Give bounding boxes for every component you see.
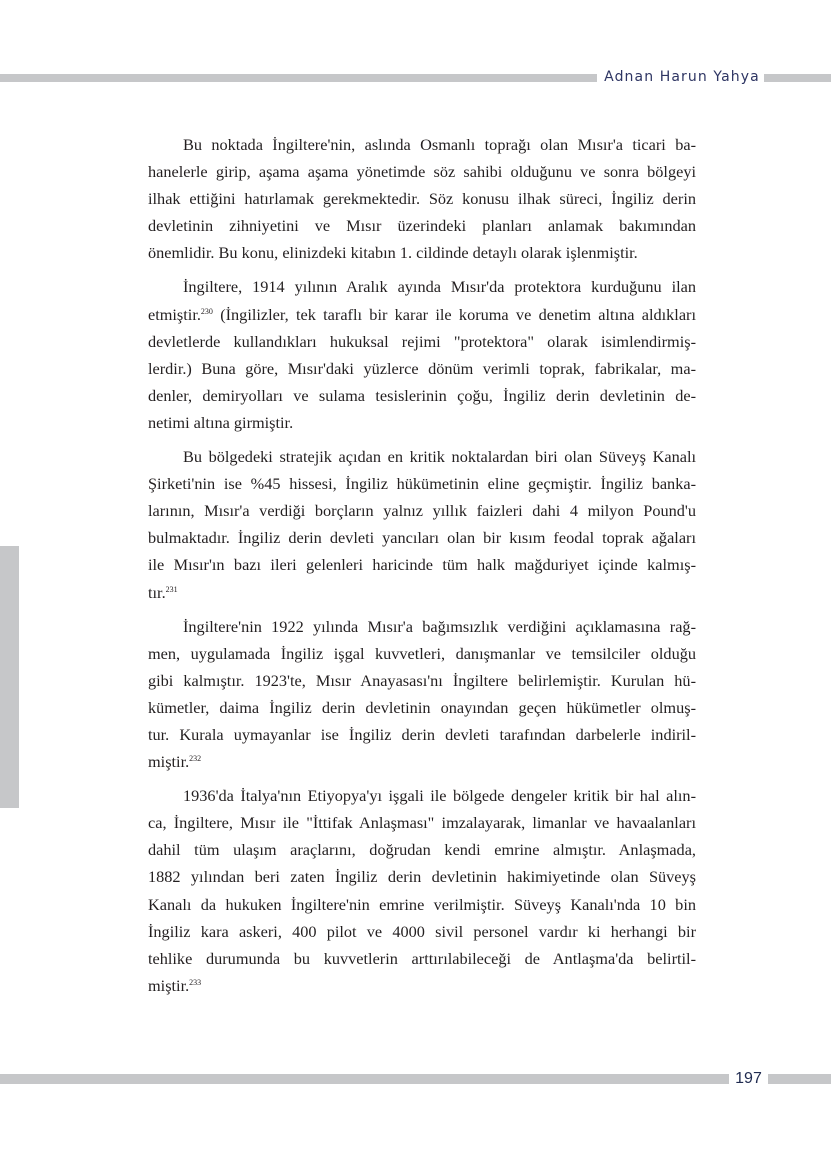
text-line: dahil tüm ulaşım araçlarını, doğrudan kendi emrine almıştır. Anlaşmada, bbox=[148, 840, 696, 860]
paragraph bbox=[148, 613, 696, 776]
text-line: devletlerde kullandıkları hukuksal rejimi "protektora" olarak isimlendirmiş- bbox=[148, 331, 696, 351]
text-line: 1882 yılından beri zaten İngiliz derin devletinin hakimiyetinde olan Süveyş bbox=[148, 867, 696, 887]
header-rule-left bbox=[0, 74, 597, 82]
text-line: hanelerle girip, aşama aşama yönetimde söz sahibi olduğunu ve sonra bölgeyi bbox=[148, 162, 696, 182]
running-header-author: Adnan Harun Yahya bbox=[604, 69, 760, 85]
text-line: gibi kalmıştır. 1923'te, Mısır Anayasası'nı İngiltere belirlemiştir. Kurulan hü- bbox=[148, 670, 696, 690]
text-line-with-footnote bbox=[148, 972, 696, 999]
text-fragment: (İngilizler, tek taraflı bir karar ile koruma ve denetim altına aldıkları bbox=[220, 304, 696, 324]
text-line: ilhak ettiğini hatırlamak gerekmektedir. Söz konusu ilhak süreci, İngiliz derin bbox=[148, 189, 696, 209]
footnote-ref[interactable]: 230 bbox=[200, 306, 213, 316]
text-fragment: tır. bbox=[148, 582, 166, 602]
text-line: İngiltere, 1914 yılının Aralık ayında Mısır'da protektora kurduğunu ilan bbox=[183, 277, 696, 297]
text-line: Bu noktada İngiltere'nin, aslında Osmanlı toprağı olan Mısır'a ticari ba- bbox=[183, 135, 696, 154]
text-line: devletinin zihniyetini ve Mısır üzerindeki planları anlamak bakımından bbox=[148, 216, 696, 236]
text-line: men, uygulamada İngiliz işgal kuvvetleri, danışmanlar ve temsilciler olduğu bbox=[148, 643, 696, 663]
text-line: netimi altına girmiştir. bbox=[148, 412, 294, 432]
text-fragment: etmiştir. bbox=[148, 304, 201, 324]
paragraph bbox=[148, 443, 696, 606]
text-line: önemlidir. Bu konu, elinizdeki kitabın 1. cildinde detaylı olarak işlenmiştir. bbox=[148, 243, 638, 263]
text-line: İngiliz kara askeri, 400 pilot ve 4000 sivil personel vardır ki herhangi bir bbox=[148, 921, 696, 941]
text-line: Şirketi'nin ise %45 hissesi, İngiliz hükümetinin eline geçmiştir. İngiliz banka- bbox=[148, 474, 696, 494]
footnote-ref[interactable]: 231 bbox=[165, 584, 178, 594]
text-line: bulmaktadır. İngiliz derin devleti yancıları olan bir kısım feodal toprak ağaları bbox=[148, 528, 696, 548]
text-line: tur. Kurala uymayanlar ise İngiliz derin devleti tarafından darbelerle indiril- bbox=[148, 724, 696, 744]
footer-rule-left bbox=[0, 1074, 729, 1084]
text-line-with-footnote bbox=[148, 301, 696, 328]
footnote-ref[interactable]: 233 bbox=[189, 977, 202, 987]
text-line: 1936'da İtalya'nın Etiyopya'yı işgali ile bölgede dengeler kritik bir hal alın- bbox=[183, 786, 696, 806]
text-line: lerdir.) Buna göre, Mısır'daki yüzlerce dönüm verimli toprak, fabrikalar, ma- bbox=[148, 358, 696, 378]
text-line: İngiltere'nin 1922 yılında Mısır'a bağımsızlık verdiğini açıklamasına rağ- bbox=[183, 616, 696, 636]
paragraph bbox=[148, 131, 696, 266]
text-line: larının, Mısır'a verdiği borçların yalnız yıllık faizleri dahi 4 milyon Pound'u bbox=[148, 501, 696, 521]
header-rule-right bbox=[764, 74, 831, 82]
text-line: kümetler, daima İngiliz derin devletinin onayından geçen hükümetler olmuş- bbox=[148, 697, 696, 717]
body-text bbox=[148, 131, 696, 1006]
text-line: ile Mısır'ın bazı ileri gelenleri haricinde tüm halk mağduriyet içinde kalmış- bbox=[148, 555, 696, 575]
footnote-ref[interactable]: 232 bbox=[189, 754, 202, 764]
text-fragment: miştir. bbox=[148, 975, 190, 995]
text-line: Kanalı da hukuken İngiltere'nin emrine verilmiştir. Süveyş Kanalı'nda 10 bin bbox=[148, 894, 696, 914]
text-line: Bu bölgedeki stratejik açıdan en kritik noktalardan biri olan Süveyş Kanalı bbox=[183, 447, 696, 467]
side-thumb-tab bbox=[0, 546, 19, 808]
paragraph bbox=[148, 782, 696, 999]
text-line: denler, demiryolları ve sulama tesislerinin çoğu, İngiliz derin devletinin de- bbox=[148, 385, 696, 405]
text-line: ca, İngiltere, Mısır ile "İttifak Anlaşması" imzalayarak, limanlar ve havaalanları bbox=[148, 813, 696, 833]
text-fragment: miştir. bbox=[148, 752, 190, 772]
text-line: tehlike durumunda bu kuvvetlerin arttırılabileceği de Antlaşma'da belirtil- bbox=[148, 948, 696, 968]
text-line-with-footnote bbox=[148, 579, 696, 606]
paragraph bbox=[148, 273, 696, 436]
footer-rule-right bbox=[768, 1074, 831, 1084]
page-number: 197 bbox=[735, 1070, 762, 1087]
text-line-with-footnote bbox=[148, 748, 696, 775]
